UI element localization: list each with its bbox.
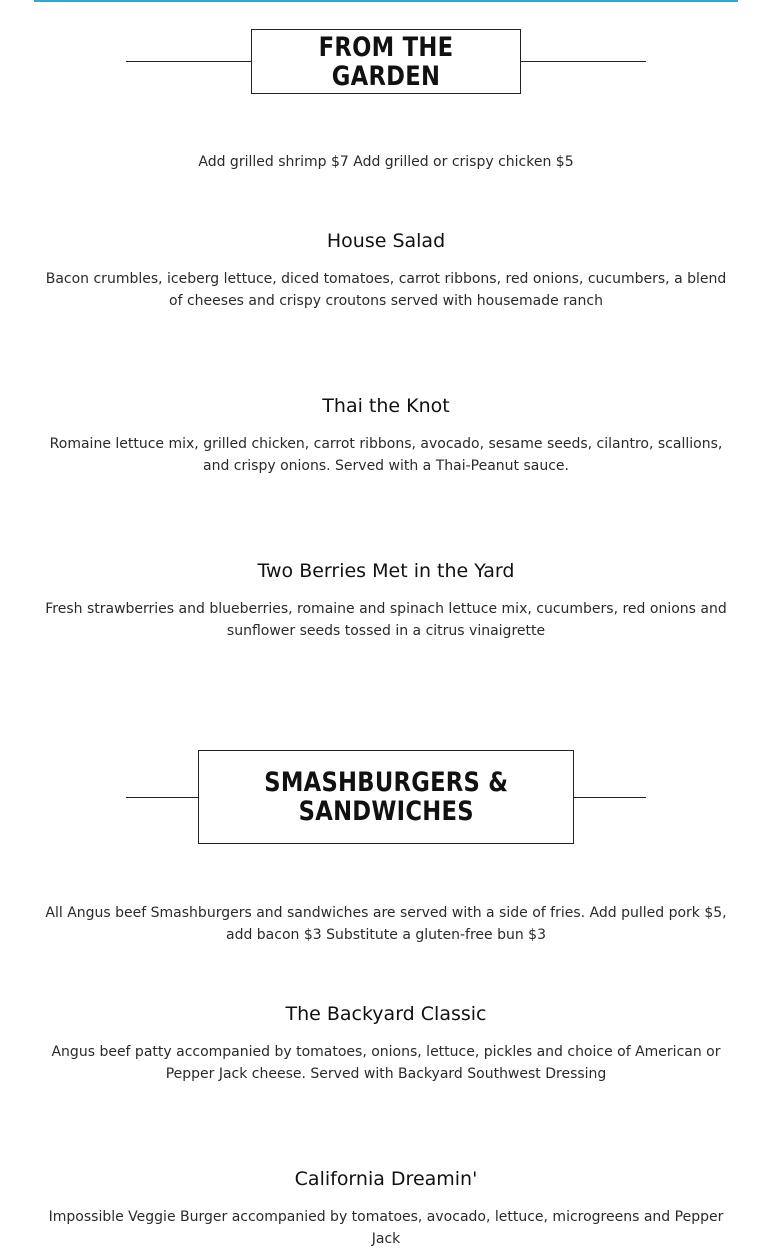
section-note: All Angus beef Smashburgers and sandwiches are served with a side of fries. Add pulled pork $5, add bacon $3 Substitute a gluten-free bun $3 [45, 905, 727, 943]
menu-item-name: The Backyard Classic [285, 1003, 487, 1025]
section-title-box [198, 750, 574, 844]
menu-item-description: Impossible Veggie Burger accompanied by tomatoes, avocado, lettuce, microgreens and Pepper Jack [48, 1209, 724, 1247]
section-title-box [251, 29, 521, 94]
menu-item-name: House Salad [326, 230, 446, 252]
menu-item-description: Bacon crumbles, iceberg lettuce, diced tomatoes, carrot ribbons, red onions, cucumbers, a blend of cheeses and crispy croutons served with housemade ranch [45, 271, 727, 309]
section-header-garden [126, 29, 646, 94]
menu-item-description: Angus beef patty accompanied by tomatoes, onions, lettuce, pickles and choice of American or Pepper Jack cheese. Served with Backyard Southwest Dressing [51, 1044, 721, 1082]
section-header-burgers [126, 750, 646, 844]
top-divider [34, 0, 738, 2]
menu-item-name: California Dreamin' [294, 1168, 478, 1190]
menu-item-description: Fresh strawberries and blueberries, romaine and spinach lettuce mix, cucumbers, red onions and sunflower seeds tossed in a citrus vinaigrette [45, 601, 727, 639]
section-title: FROM THE GARDEN [318, 31, 454, 92]
menu-item-description: Romaine lettuce mix, grilled chicken, carrot ribbons, avocado, sesame seeds, cilantro, scallions, and crispy onions. Served with a Thai-Peanut sauce. [49, 436, 723, 474]
section-note: Add grilled shrimp $7 Add grilled or crispy chicken $5 [198, 154, 574, 170]
menu-item-name: Thai the Knot [322, 395, 450, 417]
menu-item-name: Two Berries Met in the Yard [257, 560, 515, 582]
section-title-line: SANDWICHES [298, 796, 474, 827]
section-title-line: SMASHBURGERS & [263, 767, 509, 798]
